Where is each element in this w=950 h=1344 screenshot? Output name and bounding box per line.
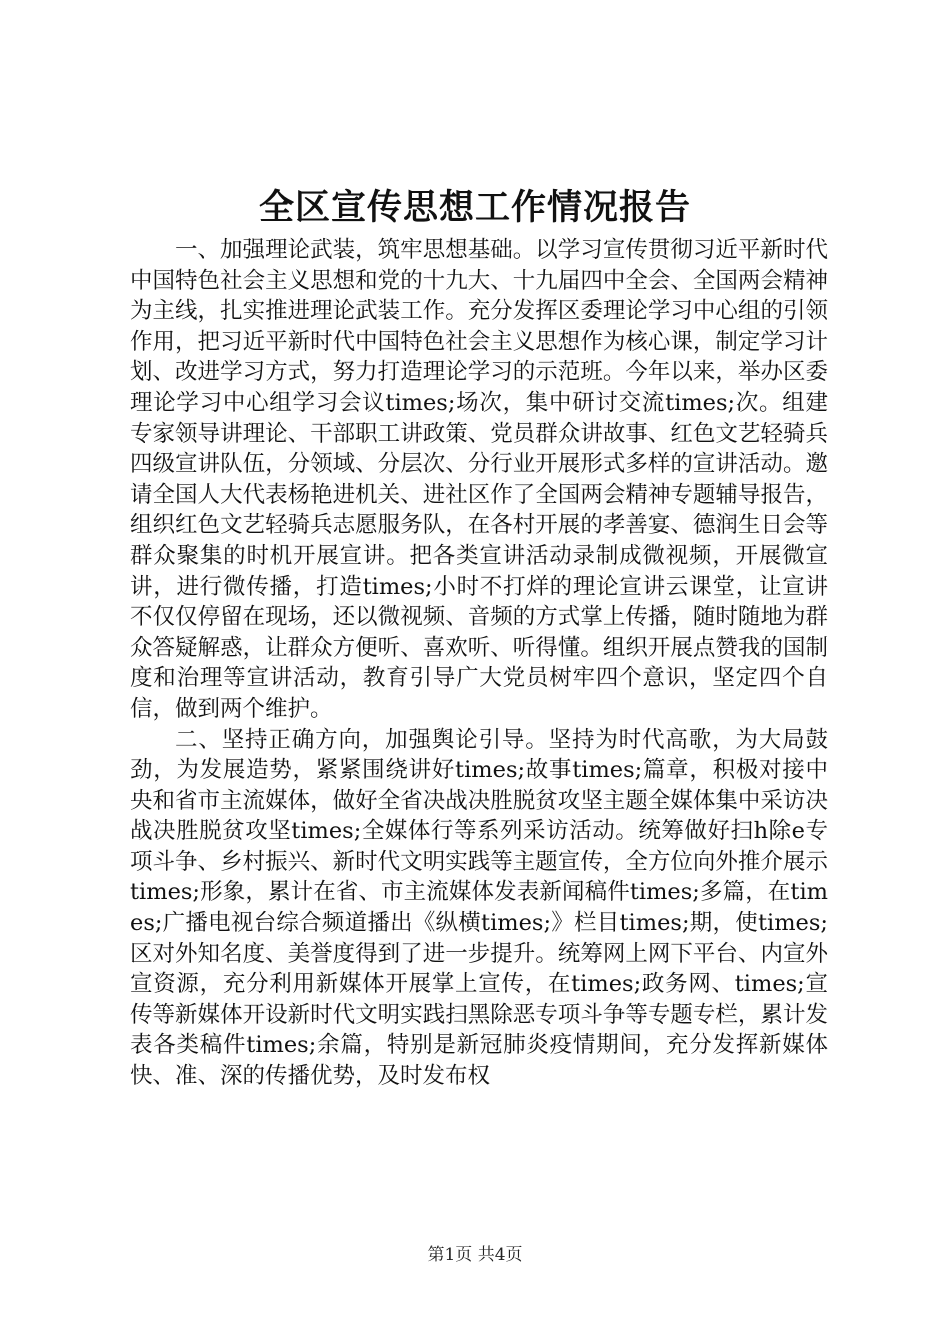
document-title: 全区宣传思想工作情况报告 — [258, 187, 691, 228]
document-body — [130, 235, 828, 1092]
paragraph-2: 二、坚持正确方向，加强舆论引导。坚持为时代高歌，为大局鼓劲，为发展造势，紧紧围绕讲好times;故事times;篇章，积极对接中央和省市主流媒体，做好全省决战决胜脱贫攻坚主题全媒体集中采访决战决胜脱贫攻坚times;全媒体行等系列采访活动。统筹做好扫h除e专项斗争、乡村振兴、新时代文明实践等主题宣传，全方位向外推介展示times;形象，累计在省、市主流媒体发表新闻稿件times;多篇，在times;广播电视台综合频道播出《纵横times;》栏目times;期，使times;区对外知名度、美誉度得到了进一步提升。统筹网上网下平台、内宣外宣资源，充分利用新媒体开展掌上宣传，在times;政务网、times;宣传等新媒体开设新时代文明实践扫黑除恶专项斗争等专题专栏，累计发表各类稿件times;余篇，特别是新冠肺炎疫情期间，充分发挥新媒体快、准、深的传播优势，及时发布权 — [130, 726, 828, 1090]
paragraph-1: 一、加强理论武装，筑牢思想基础。以学习宣传贯彻习近平新时代中国特色社会主义思想和党的十九大、十九届四中全会、全国两会精神为主线，扎实推进理论武装工作。充分发挥区委理论学习中心组的引领作用，把习近平新时代中国特色社会主义思想作为核心课，制定学习计划、改进学习方式，努力打造理论学习的示范班。今年以来，举办区委理论学习中心组学习会议times;场次，集中研讨交流times;次。组建专家领导讲理论、干部职工讲政策、党员群众讲故事、红色文艺轻骑兵四级宣讲队伍，分领域、分层次、分行业开展形式多样的宣讲活动。邀请全国人大代表杨艳进机关、进社区作了全国两会精神专题辅导报告，组织红色文艺轻骑兵志愿服务队，在各村开展的孝善宴、德润生日会等群众聚集的时机开展宣讲。把各类宣讲活动录制成微视频，开展微宣讲，进行微传播，打造times;小时不打烊的理论宣讲云课堂，让宣讲不仅仅停留在现场，还以微视频、音频的方式掌上传播，随时随地为群众答疑解惑，让群众方便听、喜欢听、听得懂。组织开展点赞我的国制度和治理等宣讲活动，教育引导广大党员树牢四个意识，坚定四个自信，做到两个维护。 — [130, 237, 828, 722]
page-number-footer: 第1页 共4页 — [427, 1245, 523, 1265]
